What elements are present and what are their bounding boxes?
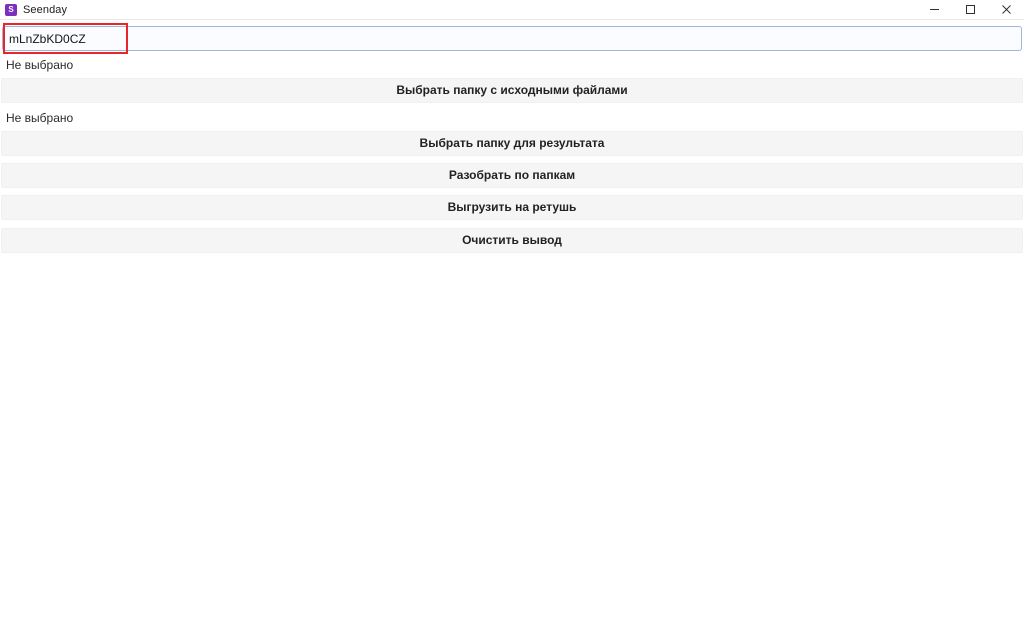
article-text-input[interactable] <box>2 26 1022 51</box>
title-bar <box>0 0 1024 20</box>
source-folder-status: Не выбрано <box>6 58 74 72</box>
app-icon: S <box>5 4 17 16</box>
result-folder-status: Не выбрано <box>6 111 74 125</box>
clear-output-button[interactable]: Очистить вывод <box>1 228 1023 253</box>
window-controls <box>916 0 1024 19</box>
title-bar-left <box>0 4 67 16</box>
spacer-3 <box>0 221 1024 228</box>
output-log-area <box>0 254 1024 614</box>
text-input-row <box>0 20 1024 51</box>
window-title: Seenday <box>23 3 68 16</box>
select-result-folder-button[interactable]: Выбрать папку для результата <box>1 131 1023 156</box>
close-icon[interactable] <box>988 0 1024 19</box>
upload-for-retouch-button[interactable]: Выгрузить на ретушь <box>1 195 1023 220</box>
select-source-folder-button[interactable]: Выбрать папку с исходными файлами <box>1 78 1023 103</box>
minimize-icon[interactable] <box>916 0 952 19</box>
main-content <box>0 20 1024 614</box>
sort-into-folders-button[interactable]: Разобрать по папкам <box>1 163 1023 188</box>
maximize-icon[interactable] <box>952 0 988 19</box>
